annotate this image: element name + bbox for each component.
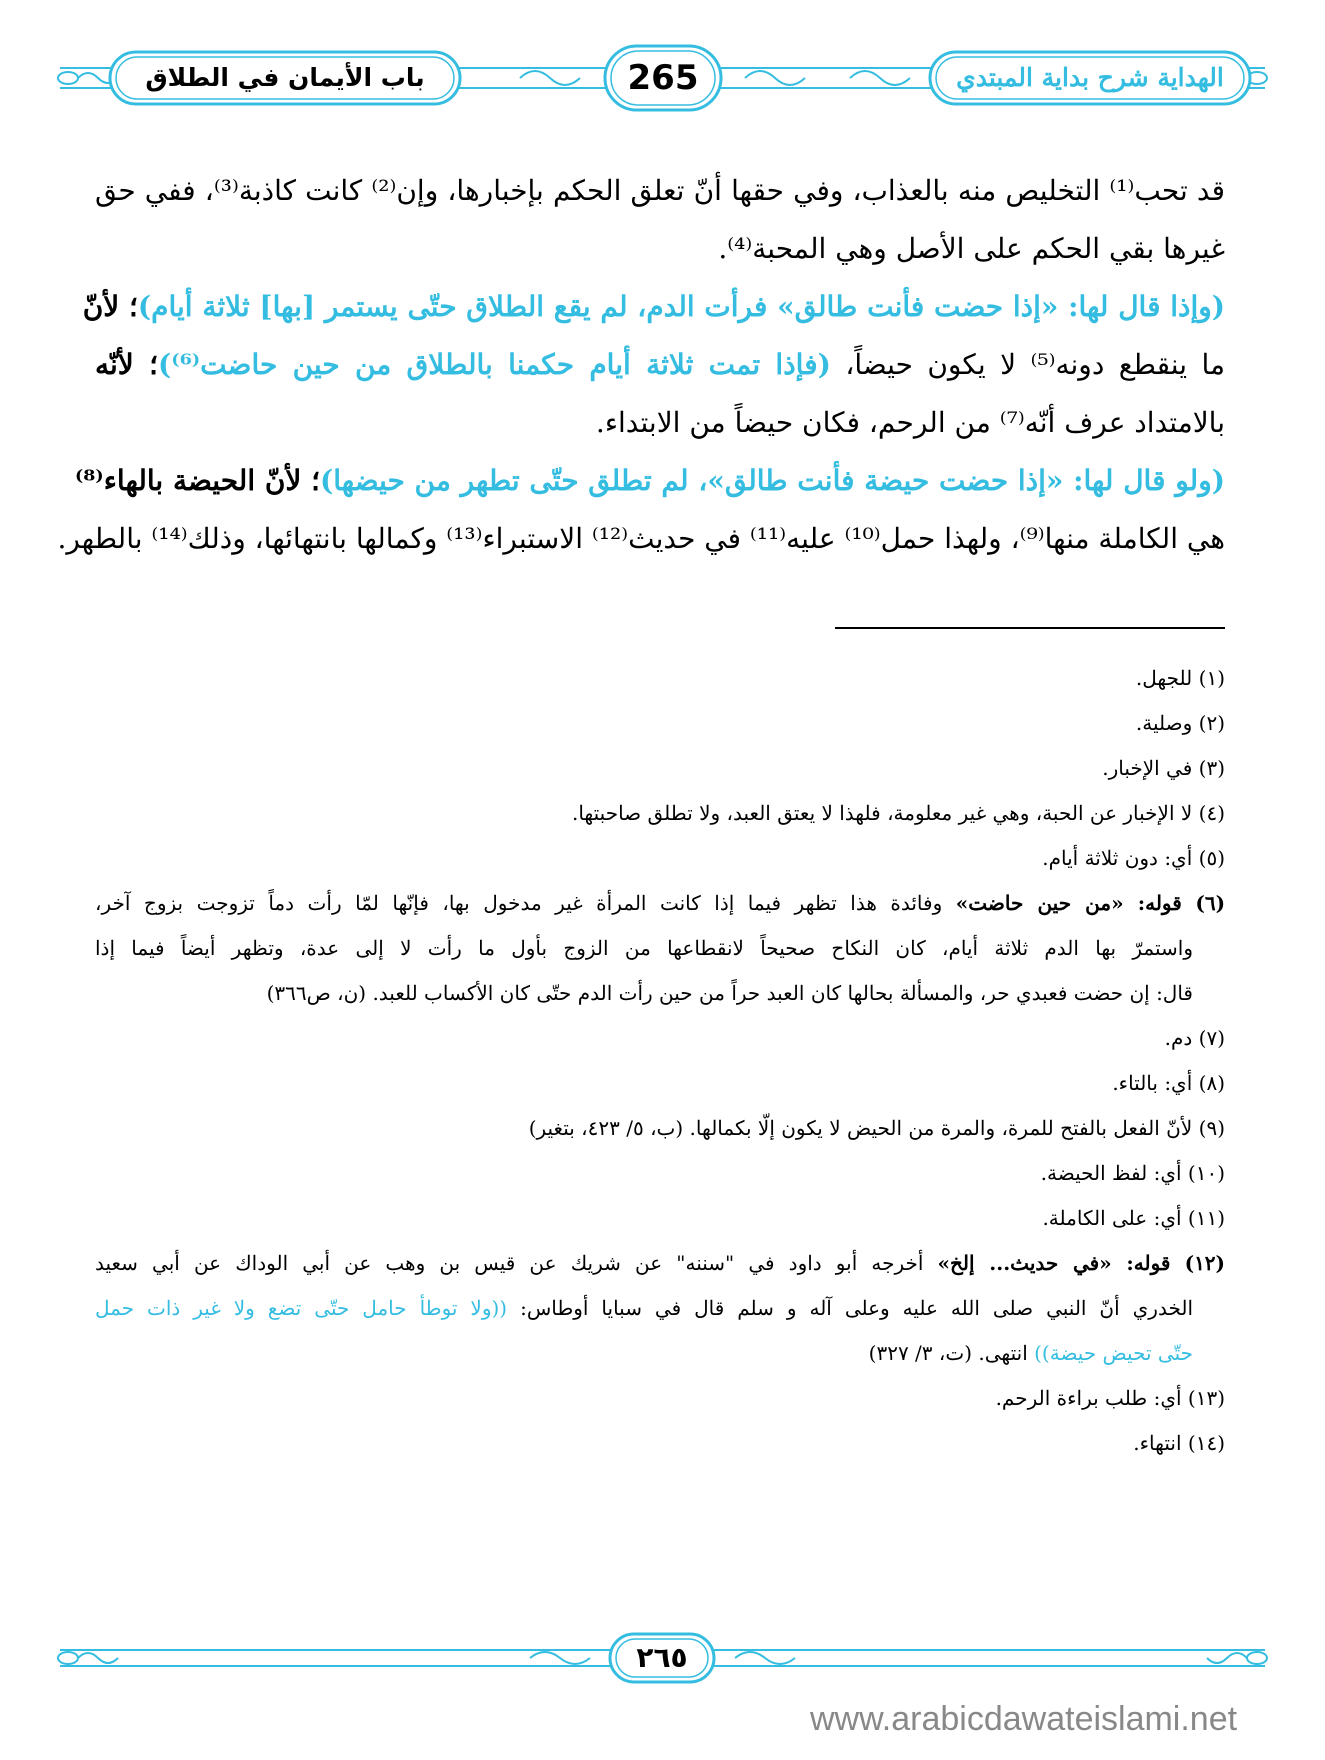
matn-quote: (وإذا قال لها: «إذا حضت فأنت طالق» فرأت الدم، لم يقع الطلاق حتّى يستمر [بها] ثلاثة أيام): [137, 290, 1225, 323]
footnote-lead: قوله: «في حديث... إلخ»: [937, 1251, 1171, 1275]
footnote-1: (١) للجهل.: [1135, 666, 1225, 690]
paragraph-1-line-2: غيرها بقي الحكم على الأصل وهي المحبة⁽⁴⁾.: [718, 232, 1225, 265]
matn-connector: ؛ لأنّ الحيضة بالهاء⁽⁸⁾: [74, 464, 321, 497]
header-page-number: 265: [627, 58, 699, 98]
footnote-text: انتهى. (ت، ٣/ ٣٢٧): [868, 1341, 1028, 1365]
footnote-12-line-2: [95, 1286, 1225, 1331]
footnotes: [95, 656, 1225, 1466]
footnote-9: (٩) لأنّ الفعل بالفتح للمرة، والمرة من الحيض لا يكون إلّا بكمالها. (ب، ٥/ ٤٢٣، بتغير): [528, 1116, 1225, 1140]
footnote-lead: قوله: «من حين حاضت»: [955, 891, 1182, 915]
footnote-3: (٣) في الإخبار.: [1102, 756, 1225, 780]
footnote-12-line-3: [95, 1331, 1225, 1376]
commentary-text: ما ينقطع دونه⁽⁵⁾ لا يكون حيضاً،: [845, 348, 1225, 381]
footnote-4: (٤) لا الإخبار عن الحبة، وهي غير معلومة، فلهذا لا يعتق العبد، ولا تطلق صاحبتها.: [571, 801, 1225, 825]
footnote-text: أخرجه أبو داود في "سننه" عن شريك عن قيس بن وهب عن أبي الوداك عن أبي سعيد: [95, 1251, 924, 1275]
footnote-number: (١٢): [1184, 1251, 1226, 1275]
paragraph-3-line-1: [74, 452, 1225, 510]
footnote-text: الخدري أنّ النبي صلى الله عليه وعلى آله و سلم قال في سبايا أوطاس:: [520, 1296, 1194, 1320]
footnote-10: (١٠) أي: لفظ الحيضة.: [1040, 1161, 1225, 1185]
matn-quote: (ولو قال لها: «إذا حضت حيضة فأنت طالق»، لم تطلق حتّى تطهر من حيضها): [320, 464, 1225, 497]
footnote-6-line-2: واستمرّ بها الدم ثلاثة أيام، كان النكاح صحيحاً لانقطاعها من الزوج بأول ما رأت لا إلى عدة، وتظهر أيضاً فيما إذا: [95, 936, 1193, 960]
footnote-text: وفائدة هذا تظهر فيما إذا كانت المرأة غير مدخول بها، فإنّها لمّا رأت دماً تزوجت بزوج آخر،: [95, 891, 943, 915]
paragraph-1-line-1: قد تحب⁽¹⁾ التخليص منه بالعذاب، وفي حقها أنّ تعلق الحكم بإخبارها، وإن⁽²⁾ كانت كاذبة⁽³⁾، ففي حق: [95, 174, 1225, 207]
matn-connector: ؛ لأنّ: [82, 290, 138, 323]
footnote-7: (٧) دم.: [1164, 1026, 1225, 1050]
footnote-5: (٥) أي: دون ثلاثة أيام.: [1042, 846, 1225, 870]
paragraph-2-line-2: [95, 336, 1225, 394]
footnote-13: (١٣) أي: طلب براءة الرحم.: [995, 1386, 1225, 1410]
website-url: www.arabicdawateislami.net: [810, 1700, 1238, 1738]
footnote-separator: [835, 627, 1225, 629]
hadith-quote: ((ولا توطأ حامل حتّى تضع ولا غير ذات حمل: [95, 1296, 508, 1320]
footnote-number: (٦): [1195, 891, 1226, 915]
footer-page-number: ٢٦٥: [636, 1641, 688, 1674]
hadith-quote: حتّى تحيض حيضة)): [1034, 1341, 1193, 1365]
footnote-6-line-1: [95, 881, 1225, 926]
paragraph-3-line-2: هي الكاملة منها⁽⁹⁾، ولهذا حمل⁽¹⁰⁾ عليه⁽¹¹⁾ في حديث⁽¹²⁾ الاستبراء⁽¹³⁾ وكمالها بانتهائها، وذلك⁽¹⁴⁾ بالطهر.: [57, 522, 1225, 555]
footnote-14: (١٤) انتهاء.: [1133, 1431, 1225, 1455]
paragraph-2-line-1: [82, 278, 1225, 336]
footnote-11: (١١) أي: على الكاملة.: [1042, 1206, 1225, 1230]
footnote-6-line-3: قال: إن حضت فعبدي حر، والمسألة بحالها كان العبد حراً من حين رأت الدم حتّى كان الأكساب للعبد. (ن، ص٣٦٦): [266, 981, 1193, 1005]
matn-connector: ؛ لأنّه: [95, 348, 158, 381]
page-footer: [50, 1628, 1275, 1688]
chapter-title: باب الأيمان في الطلاق: [145, 63, 425, 92]
main-text: [57, 162, 1225, 568]
paragraph-2-line-3: بالامتداد عرف أنّه⁽⁷⁾ من الرحم، فكان حيضاً من الابتداء.: [595, 406, 1225, 439]
matn-quote: (فإذا تمت ثلاثة أيام حكمنا بالطلاق من حين حاضت⁽⁶⁾): [157, 348, 831, 381]
footnote-8: (٨) أي: بالتاء.: [1112, 1071, 1225, 1095]
footnote-12-line-1: [95, 1241, 1225, 1286]
book-title: الهداية شرح بداية المبتدي: [956, 63, 1224, 92]
footnote-2: (٢) وصلية.: [1135, 711, 1225, 735]
page-header: [50, 40, 1275, 120]
